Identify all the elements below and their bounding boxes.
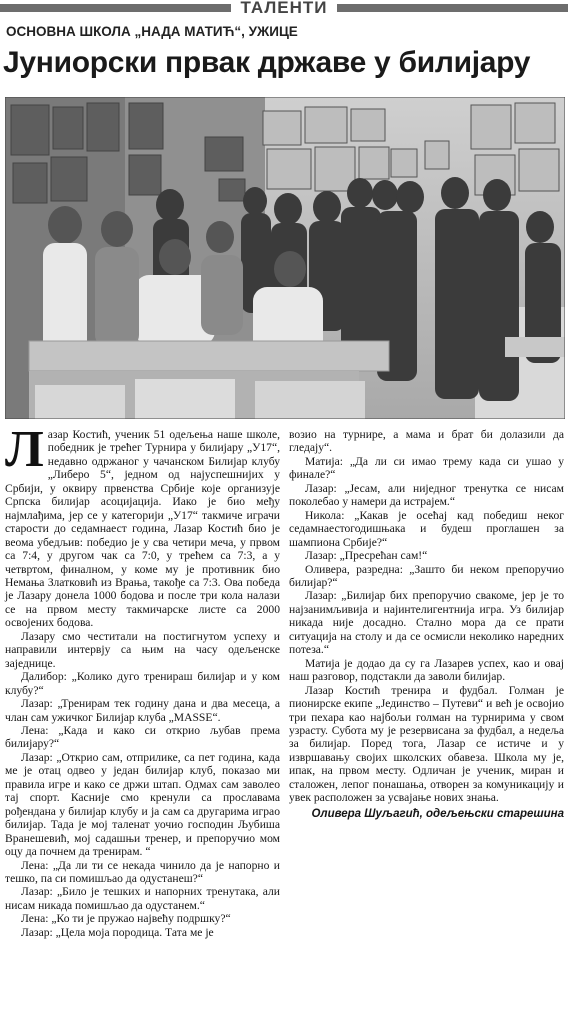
interview-line: Лазар: „Билијар бих препоручио свакоме, јер је то најзанимљивија и најинтелигентнија игра. Уз билијар никада није досадно. Стално мора да се прати ситуација на столу и да се осмисли неколико наредних потеза.“ [289,589,564,657]
interview-line: Лазар: „Цела моја породица. Тата ме је [21,925,214,939]
interview-line: Никола: „Какав је осећај кад победиш неког седамнаестогодишњака и будеш проглашен за шампиона Србије?“ [289,508,564,549]
article-column-left [5,421,280,939]
interview-line: Лазар: „Јесам, али ниједног тренутка се нисам поколебао у намери да истрајем.“ [289,481,564,509]
lead-text: азар Костић, ученик 51 одељења наше школе, победник је трећег Турнира у билијару „У17“, недавно одржаног у чачанском Билијар клубу „Либеро 5“, једном од најуспешнијих у Србији, у оквиру првенства Србије које организује Српска билијар асоцијација. Иако је био међу најмлађима, јер се у категорији „У17“ такмиче играчи старости до седамнаест година, Лазар Костић био је веома убедљив: победио је у сва четири меча, у првом са 7:4, у другом чак са 7:0, у трећем са 7:3, а у четвртом, финалном, у коме му је противник био Немања Златковић из Врања, такође са 7:3. Ова победа је Лазару донела 1000 бодова и после три кола налази се на првом месту такмичарске листе са 2000 освојених бодова. [5,428,280,630]
article-paragraph: Лазару смо честитали на постигнутом успеху и направили интервју са њим на часу одељенске заједнице. [5,629,280,670]
section-label: ТАЛЕНТИ [240,0,328,17]
section-rule-left [0,4,231,12]
section-header [0,0,568,16]
interview-line: Лена: „Да ли ти се некада чинило да је напорно и тешко, па си помишљао да одустанеш?“ [5,858,280,885]
interview-line: Лена: „Ко ти је пружао највећу подршку?“ [21,912,231,926]
interview-line: Оливера, разредна: „Зашто би неком препоручио билијар?“ [289,562,564,589]
interview-line: Далибор: „Колико дуго тренираш билијар и у ком клубу?“ [5,670,280,697]
interview-line: Лазар: „Пресрећан сам!“ [305,549,428,563]
article-paragraph: Лазар Костић тренира и фудбал. Голман је пионирске екипе „Јединство – Путеви“ и већ је освојио три пехара као најбољи голман на турнирима у свом узрасту. Субота му је резервисана за фудбал, а недеља за билијар. Поред тога, Лазар се истиче и у извршавању својих школских обавеза. Школа му је, ипак, на првом месту. Одличан је ученик, миран и сталожен, лепог понашања, отворен за комуникацију и увек расположен за усвајање нових знања. [289,683,564,805]
article-column-right [289,428,564,821]
school-subhead: ОСНОВНА ШКОЛА „НАДА МАТИЋ“, УЖИЦЕ [6,24,298,39]
article-headline: Јуниорски првак државе у билијару [3,46,531,79]
interview-line: Лазар: „Открио сам, отприлике, са пет година, када ме је отац одвео у један билијар клуб, показао ми правила игре и како се држи штап. Одмах сам заволео тај спорт. Касније смо кренули са прославама рођендана у билијар клубу и ја сам са другарима играо билијар. Тада је мој таленат уочио господин Љубиша Вранешевић, мој садашњи тренер, и препоручио мом оцу да почнем да тренирам. “ [5,750,280,859]
article-lead-paragraph [5,421,280,630]
section-rule-right [337,4,568,12]
interview-line: Лазар: „Тренирам тек годину дана и два месеца, а члан сам ужичког Билијар клуба „MASSE“. [5,697,280,724]
interview-line: Лена: „Када и како си открио љубав према билијару?“ [5,723,280,751]
interview-line: Лазар: „Било је тешких и напорних тренутака, али нисам никада помишљао да одустанем.“ [5,885,280,912]
group-photo [5,97,565,419]
interview-line: Матија: „Да ли си имао трему када си ушао у финале?“ [289,454,564,482]
author-signature: Оливера Шуљагић, одељењски старешина [311,807,564,820]
interview-line: возио на турнире, а мама и брат би долазили да гледају“. [289,428,564,455]
article-paragraph: Матија је додао да су га Лазарев успех, као и овај наш разговор, подстакли да заволи билијар. [289,656,564,684]
drop-cap: Л [5,421,44,478]
